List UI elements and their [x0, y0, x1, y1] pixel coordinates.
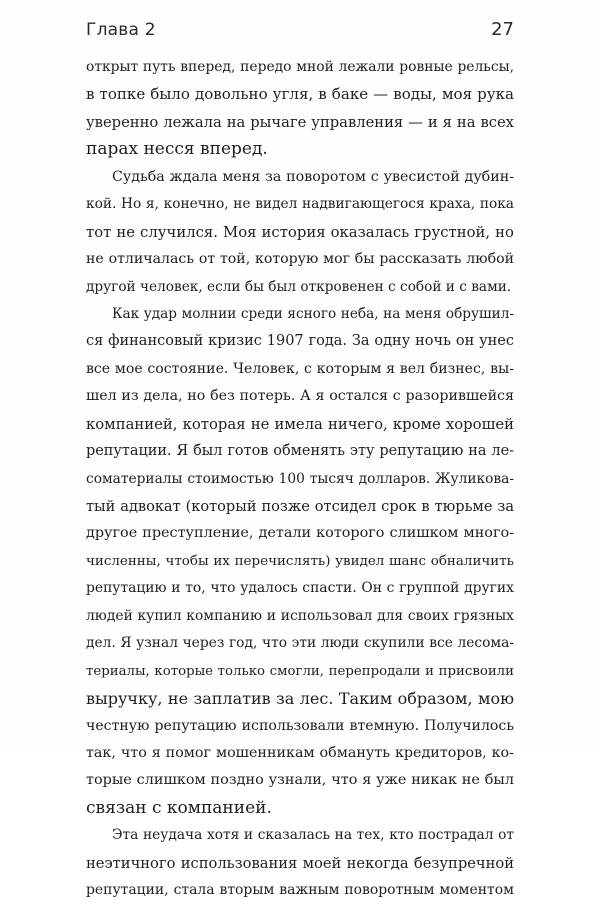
paragraph [86, 822, 514, 904]
text-line: все мое состояние. Человек, с которым я вел бизнес, вы- [86, 360, 514, 377]
paragraph [86, 164, 514, 301]
text-line: шел из дела, но без потерь. А я остался с разорившейся [86, 388, 514, 405]
text-line: териалы, которые только смогли, перепродали и присвоили [86, 663, 514, 679]
text-line: выручку, не заплатив за лес. Таким образом, мою [86, 689, 514, 709]
text-line: численны, чтобы их перечислять) увидел шанс обналичить [86, 553, 514, 569]
text-line: не отличалась от той, которую мог бы рассказать любой [86, 251, 514, 268]
text-line: Судьба ждала меня за поворотом с увесистой дубин- [112, 168, 514, 185]
text-line: репутацию и то, что удалось спасти. Он с группой других [86, 580, 514, 597]
text-line: так, что я помог мошенникам обмануть кредиторов, ко- [86, 744, 514, 761]
text-line: честную репутацию использовали втемную. Получилось [86, 717, 514, 734]
text-line: уверенно лежала на рычаге управления — и я на всех [86, 113, 514, 131]
text-line: другой человек, если бы был откровенен с собой и с вами. [86, 278, 512, 295]
text-line: открыт путь вперед, передо мной лежали ровные рельсы, [86, 59, 514, 75]
text-line: репутации, стала вторым важным поворотным моментом [86, 882, 514, 899]
text-line: компанией, которая не имела ничего, кроме хорошей [86, 415, 514, 433]
text-line: другое преступление, детали которого слишком много- [86, 525, 514, 542]
text-line: репутации. Я был готов обменять эту репутацию на ле- [86, 443, 514, 460]
text-line: в топке было довольно угля, в баке — воды, моя рука [86, 85, 514, 104]
running-header [83, 17, 514, 47]
text-line: неэтичного использования моей некогда безупречной [86, 854, 514, 872]
page-number: 27 [491, 19, 514, 40]
text-line: соматериалы стоимостью 100 тысяч долларов. Жуликова- [86, 470, 514, 487]
text-line: связан с компанией. [86, 797, 272, 818]
text-line: кой. Но я, конечно, не видел надвигающегося краха, пока [86, 196, 514, 213]
paragraph [86, 54, 514, 164]
text-line: торые слишком поздно узнали, что я уже никак не был [86, 772, 514, 789]
text-line: тот не случился. Моя история оказалась грустной, но [86, 223, 514, 241]
text-line: Как удар молнии среди ясного неба, на меня обрушил- [112, 305, 514, 322]
chapter-title: Глава 2 [86, 20, 156, 40]
text-line: парах несся вперед. [86, 139, 268, 160]
paragraph [86, 301, 514, 822]
body-text [86, 54, 514, 905]
text-line: людей купил компанию и использовал для своих грязных [86, 607, 514, 624]
text-line: ся финансовый кризис 1907 года. За одну ночь он унес [86, 333, 514, 350]
text-line: тый адвокат (который позже отсидел срок в тюрьме за [86, 498, 514, 515]
text-line: Эта неудача хотя и сказалась на тех, кто пострадал от [112, 827, 514, 844]
text-line: дел. Я узнал через год, что эти люди скупили все лесома- [86, 635, 514, 652]
